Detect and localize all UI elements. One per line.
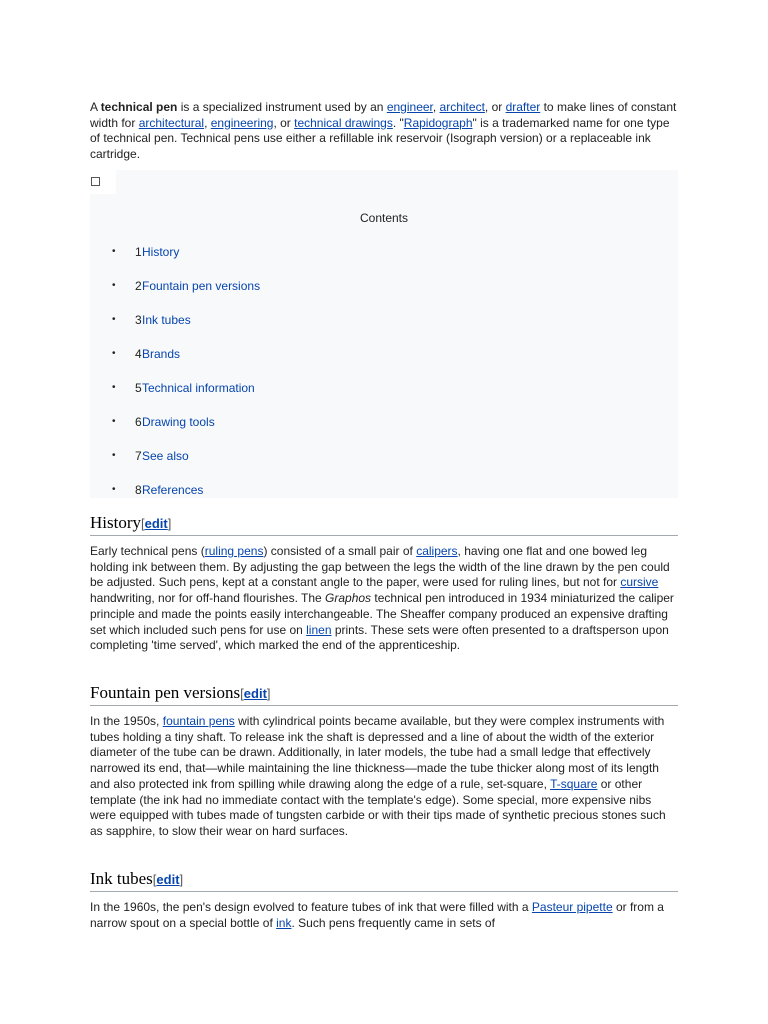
history-paragraph: Early technical pens (ruling pens) consisted of a small pair of calipers, having one flat and one bowed leg holding ink between them. By adjusting the gap between the legs the width of the line drawn by the pen could be adjusted. Such pens, kept at a constant angle to the paper, were used for ruling lines, but not for cursive handwriting, nor for off-hand flourishes. The Graphos technical pen introduced in 1934 miniaturized the caliper principle and made the points easily interchangeable. The Sheaffer company produced an expensive drafting set which included such pens for use on linen prints. These sets were often presented to a draftsperson upon completing 'time served', which marked the end of the apprenticeship. <box>90 544 674 653</box>
link-fountain-pens[interactable]: fountain pens <box>162 714 235 728</box>
edit-link[interactable]: edit <box>144 516 168 531</box>
toc-title: Contents <box>359 211 409 225</box>
link-architect[interactable]: architect <box>439 100 485 114</box>
bullet-icon: • <box>112 416 116 427</box>
link-linen[interactable]: linen <box>306 622 332 637</box>
ink-tubes-paragraph: In the 1960s, the pen's design evolved to feature tubes of ink that were filled with a Pasteur pipette or from a narrow spout on a special bottle of ink. Such pens frequently came in sets of <box>90 900 664 930</box>
link-t-square[interactable]: T-square <box>550 776 598 791</box>
edit-link[interactable]: edit <box>243 686 267 701</box>
edit-link[interactable]: edit <box>156 872 180 887</box>
fountain-paragraph: In the 1950s, fountain pens with cylindrical points became available, but they were complex instruments with tubes holding a tiny shaft. To release ink the shaft is depressed and a line of about the width of the exterior diameter of the tube can be drawn. Additionally, in later models, the tube had a small ledge that effectively narrowed its end, that—while maintaining the line thickness—made the tube thicker along most of its length and also protected ink from spilling while drawing along the edge of a rule, set-square, T-square or other template (the ink had no immediate contact with the template's edge). Some special, more expensive nibs were equipped with tubes made of tungsten carbide or with their tips made of synthetic precious stones such as sapphire, to slow their wear on hard surfaces. <box>90 714 666 838</box>
toc-item-drawing-tools[interactable]: • 6 Drawing tools <box>112 415 215 429</box>
link-cursive[interactable]: cursive <box>620 575 659 590</box>
link-rapidograph[interactable]: Rapidograph <box>403 115 473 130</box>
section-heading-history: History[edit] <box>90 513 678 536</box>
link-engineer[interactable]: engineer <box>386 100 433 114</box>
toc-toggle-checkbox[interactable] <box>91 177 100 186</box>
toc-item-ink-tubes[interactable]: • 3 Ink tubes <box>112 313 191 327</box>
toc-item-see-also[interactable]: • 7 See also <box>112 449 189 463</box>
bullet-icon: • <box>112 450 116 461</box>
toc-item-fountain-pen-versions[interactable]: • 2 Fountain pen versions <box>112 279 261 293</box>
toc-item-technical-information[interactable]: • 5 Technical information <box>112 381 255 395</box>
bullet-icon: • <box>112 348 116 359</box>
table-of-contents <box>90 170 678 498</box>
bullet-icon: • <box>112 246 116 257</box>
link-technical-drawings[interactable]: technical drawings <box>294 115 393 130</box>
section-heading-fountain-pen-versions: Fountain pen versions[edit] <box>90 683 678 706</box>
link-calipers[interactable]: calipers <box>416 544 458 558</box>
toc-item-references[interactable]: • 8 References <box>112 483 204 497</box>
link-engineering[interactable]: engineering <box>210 115 274 130</box>
toc-item-history[interactable]: • 1 History <box>112 245 180 259</box>
toc-item-brands[interactable]: • 4 Brands <box>112 347 181 361</box>
bullet-icon: • <box>112 484 116 495</box>
link-ink[interactable]: ink <box>276 915 292 930</box>
link-pasteur-pipette[interactable]: Pasteur pipette <box>531 900 613 914</box>
bullet-icon: • <box>112 382 116 393</box>
intro-paragraph: A technical pen is a specialized instrument used by an engineer, architect, or drafter to make lines of constant width for architectural, engineering, or technical drawings. "Rapidograph" is a trademarked name for one type of technical pen. Technical pens use either a refillable ink reservoir (Isograph version) or a replaceable ink cartridge. <box>90 100 677 162</box>
bullet-icon: • <box>112 280 116 291</box>
bullet-icon: • <box>112 314 116 325</box>
section-heading-ink-tubes: Ink tubes[edit] <box>90 869 678 892</box>
article-subject: technical pen <box>100 100 178 114</box>
link-drafter[interactable]: drafter <box>505 100 541 114</box>
link-architectural[interactable]: architectural <box>138 115 205 130</box>
link-ruling-pens[interactable]: ruling pens <box>204 544 264 558</box>
